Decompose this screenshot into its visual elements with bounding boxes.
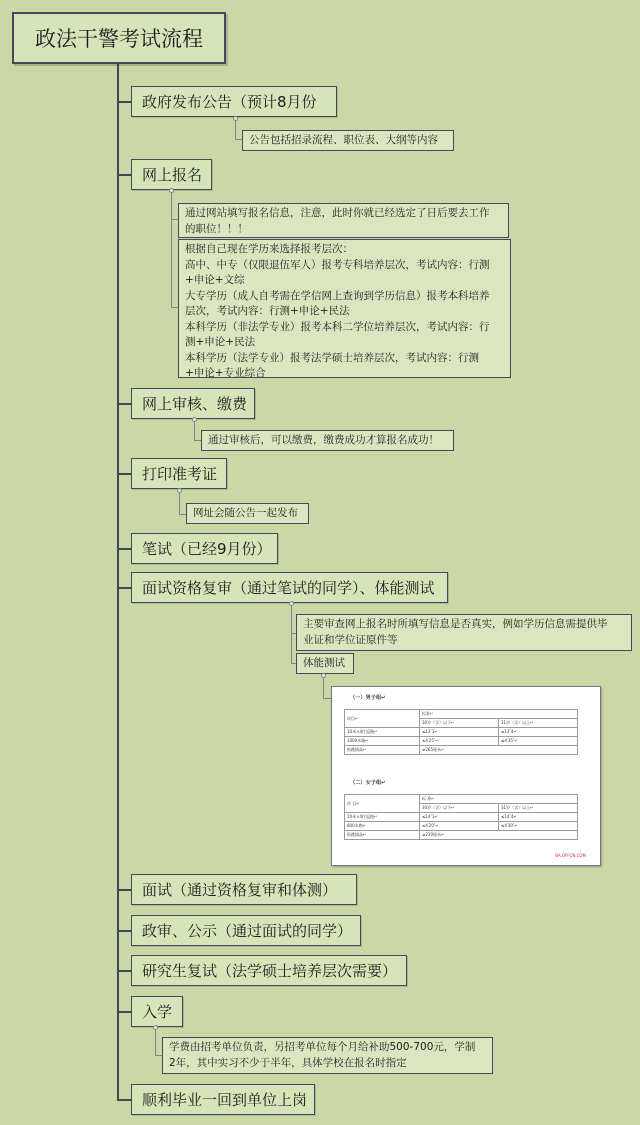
branch-line <box>117 403 131 405</box>
step-graduate-reexam <box>131 955 407 986</box>
table-row <box>345 822 578 831</box>
step-label: 打印准考证 <box>142 465 218 483</box>
table-cell: 30岁（含）以下↵ <box>420 804 499 813</box>
table-cell: ≤4′35″↵ <box>499 737 578 746</box>
branch-line <box>117 101 131 103</box>
fitness-standards-image <box>331 686 601 866</box>
step-written-exam <box>131 533 278 564</box>
table-cell: 800米跑↵ <box>345 822 420 831</box>
step-political-review-publicity <box>131 915 361 946</box>
table-cell: 项 目↵ <box>345 795 420 813</box>
female-standards-table <box>344 794 578 840</box>
watermark: BA.OFFCN.COM <box>555 853 586 858</box>
table-cell: ≤4′30″↵ <box>499 822 578 831</box>
table-cell: 1000米跑↵ <box>345 737 420 746</box>
step-label: 笔试（已经9月份） <box>142 540 272 558</box>
note-website-with-announcement: 网址会随公告一起发布 <box>186 503 309 524</box>
step-label: 网上报名 <box>142 166 203 184</box>
branch-line <box>117 587 131 589</box>
table-cell: 项目↵ <box>345 710 420 728</box>
table-row <box>345 795 578 804</box>
table-cell: ≥265厘米↵ <box>420 746 578 755</box>
note-education-levels: 根据自己现在学历来选择报考层次： 高中、中专（仅限退伍军人）报考专科培养层次，考试内容：行测 +申论+文综 大专学历（成人自考需在学信网上查询到学历信息）报考本科培养 层次，考试内容：行测+申论+民法 本科学历（非法学专业）报考本科二学位培养层次，考试内容：行 测+申论+民法 本科学历（法学专业）报考法学硕士培养层次，考试内容：行测 +申论+专业综合 <box>178 239 511 378</box>
table-cell: ≤4′20″↵ <box>420 822 499 831</box>
note-fitness-test: 体能测试 <box>296 653 354 674</box>
branch-line <box>117 970 131 972</box>
step-label: 政审、公示（通过面试的同学） <box>142 922 353 940</box>
note-fill-registration-info: 通过网站填写报名信息，注意，此时你就已经选定了日后要去工作 的职位！！！ <box>178 203 509 238</box>
step-label: 面试资格复审（通过笔试的同学）、体能测试 <box>142 579 435 597</box>
table-cell: 31岁（含）以上↵ <box>499 719 578 728</box>
step-label: 入学 <box>142 1003 173 1021</box>
table-cell: 10米×4往返跑↵ <box>345 813 420 822</box>
diagram-title: 政法干警考试流程 <box>12 12 226 64</box>
table-cell: ≤14″4↵ <box>499 813 578 822</box>
step-enrollment <box>131 996 183 1027</box>
table-row <box>345 813 578 822</box>
step-interview <box>131 874 357 905</box>
table-cell: 31岁（含）以上↵ <box>499 804 578 813</box>
male-standards-table <box>344 709 578 755</box>
table-row <box>345 831 578 840</box>
branch-line <box>117 1099 131 1101</box>
main-trunk-line <box>117 64 119 1100</box>
table-cell: 30岁（含）以下↵ <box>420 719 499 728</box>
branch-line <box>117 174 131 176</box>
branch-line <box>117 1011 131 1013</box>
table-cell: 10米×4往返跑↵ <box>345 728 420 737</box>
table-cell: ≤4′25″↵ <box>420 737 499 746</box>
step-label: 政府发布公告（预计8月份 <box>142 93 317 111</box>
step-review-payment <box>131 388 255 419</box>
table-cell: ≥230厘米↵ <box>420 831 578 840</box>
note-announcement-contents: 公告包括招录流程、职位表、大纲等内容 <box>242 130 454 151</box>
table-cell: 纵跳摸高↵ <box>345 831 420 840</box>
branch-line <box>117 548 131 550</box>
step-label: 面试（通过资格复审和体测） <box>142 881 338 899</box>
table-cell: 标 准↵ <box>420 795 578 804</box>
step-qualification-review-fitness-test <box>131 572 448 603</box>
table-row <box>345 710 578 719</box>
step-online-registration <box>131 159 212 190</box>
table-row <box>345 746 578 755</box>
step-label: 研究生复试（法学硕士培养层次需要） <box>142 962 398 980</box>
step-print-admission-ticket <box>131 458 227 489</box>
step-label: 网上审核、缴费 <box>142 395 248 413</box>
table-row <box>345 737 578 746</box>
step-graduate-return-to-unit <box>131 1084 315 1115</box>
note-review-originals: 主要审查网上报名时所填写信息是否真实，例如学历信息需提供毕 业证和学位证原件等 <box>296 614 632 651</box>
table-cell: ≤13″4↵ <box>499 728 578 737</box>
branch-line <box>117 930 131 932</box>
table-cell: ≤14″1↵ <box>420 813 499 822</box>
table-row <box>345 728 578 737</box>
table-cell: 标准↵ <box>420 710 578 719</box>
branch-line <box>117 473 131 475</box>
step-government-announcement <box>131 86 337 117</box>
branch-line <box>117 889 131 891</box>
note-tuition-subsidy: 学费由招考单位负责，另招考单位每个月给补助500-700元，学制 2年，其中实习不少于半年，具体学校在报名时指定 <box>162 1037 493 1074</box>
table-cell: 纵跳摸高↵ <box>345 746 420 755</box>
female-group-heading: （二）女子组↵ <box>350 780 386 786</box>
note-payment-success: 通过审核后，可以缴费，缴费成功才算报名成功！ <box>201 430 454 451</box>
table-cell: ≤13″1↵ <box>420 728 499 737</box>
male-group-heading: （一）男子组↵ <box>350 695 386 701</box>
step-label: 顺利毕业一回到单位上岗 <box>142 1091 308 1109</box>
